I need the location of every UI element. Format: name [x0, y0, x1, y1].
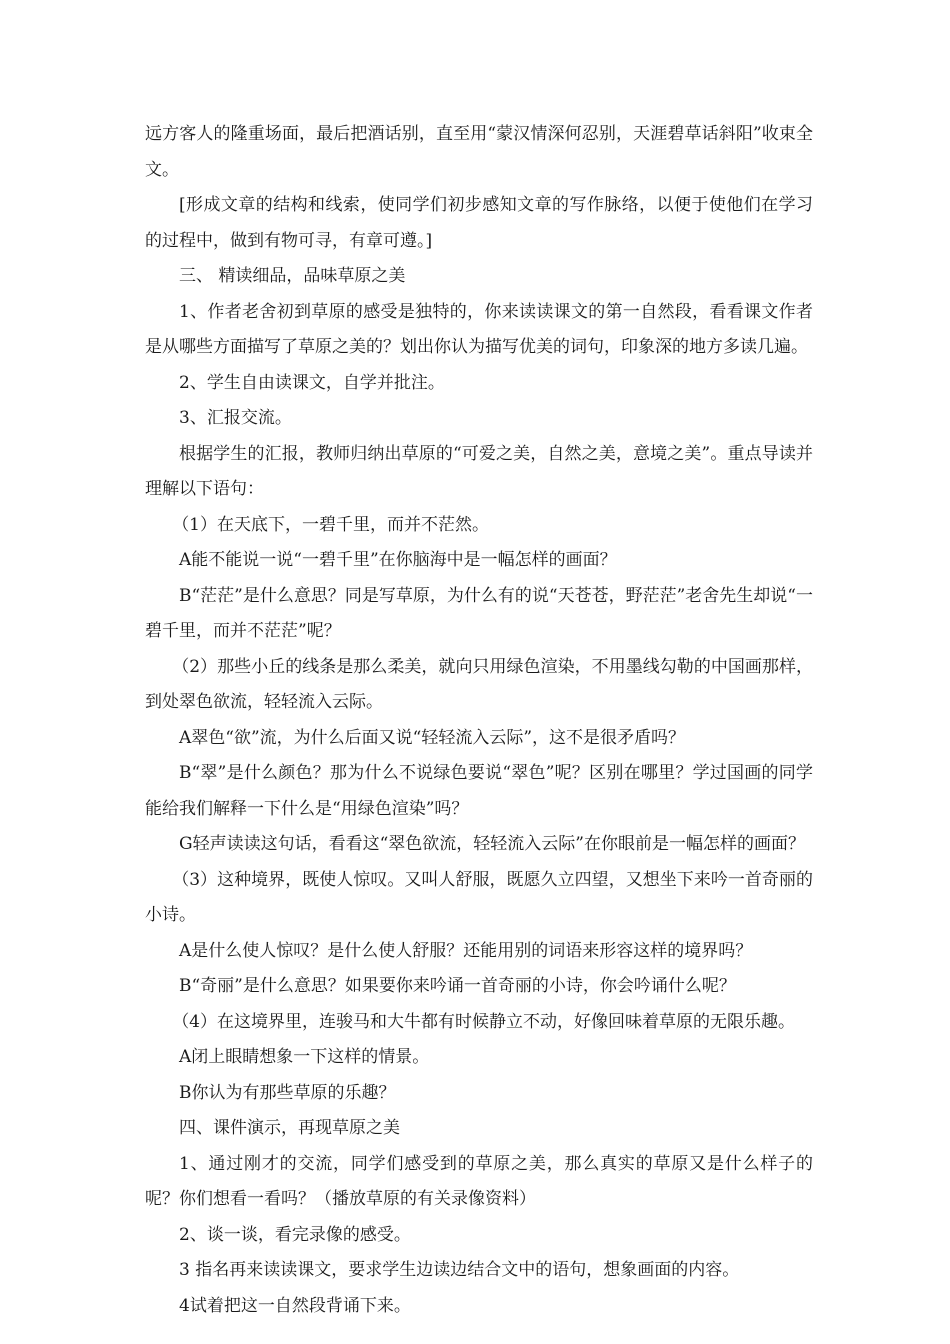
question: G轻声读读这句话，看看这“翠色欲流，轻轻流入云际”在你眼前是一幅怎样的画面？	[179, 834, 805, 854]
paragraph: 2、学生自由读课文，自学并批注。	[179, 372, 445, 393]
paragraph: 2、谈一谈，看完录像的感受。	[179, 1224, 411, 1245]
document-body	[145, 117, 813, 1324]
paragraph: 1、通过刚才的交流，同学们感受到的草原之美，那么真实的草原又是什么样子的呢？你们想看一看吗？（播放草原的有关录像资料）	[145, 1153, 813, 1209]
question: A是什么使人惊叹？是什么使人舒服？还能用别的词语来形容这样的境界吗？	[179, 940, 753, 961]
paragraph: 4试着把这一自然段背诵下来。	[179, 1295, 411, 1316]
question: A闭上眼睛想象一下这样的情景。	[179, 1047, 430, 1067]
question: A翠色“欲”流，为什么后面又说“轻轻流入云际”，这不是很矛盾吗？	[179, 727, 686, 748]
paragraph: 3、汇报交流。	[179, 408, 292, 428]
paragraph: 远方客人的隆重场面，最后把酒话别，直至用“蒙汉情深何忍别，天涯碧草话斜阳”收束全文。	[145, 124, 813, 180]
paragraph: 3 指名再来读读课文，要求学生边读边结合文中的语句，想象画面的内容。	[179, 1260, 740, 1280]
question: A能不能说一说“一碧千里”在你脑海中是一幅怎样的画面？	[179, 550, 617, 570]
question: B“翠”是什么颜色？那为什么不说绿色要说“翠色”呢？区别在哪里？学过国画的同学能给我们解释一下什么是“用绿色渲染”吗？	[145, 763, 813, 819]
quoted-sentence: （2）那些小丘的线条是那么柔美，就向只用绿色渲染，不用墨线勾勒的中国画那样，到处翠色欲流，轻轻流入云际。	[145, 656, 813, 712]
paragraph: [形成文章的结构和线索，使同学们初步感知文章的写作脉络，以便于使他们在学习的过程中，做到有物可寻，有章可遵。]	[145, 195, 813, 251]
quoted-sentence: （4）在这境界里，连骏马和大牛都有时候静立不动，好像回味着草原的无限乐趣。	[172, 1011, 796, 1032]
section-heading: 三、 精读细品，品味草原之美	[179, 266, 406, 286]
section-heading: 四、课件演示，再现草原之美	[179, 1118, 400, 1138]
quoted-sentence: （1）在天底下，一碧千里，而并不茫然。	[172, 514, 490, 535]
paragraph: 1、作者老舍初到草原的感受是独特的，你来读读课文的第一自然段，看看课文作者是从哪些方面描写了草原之美的？划出你认为描写优美的词句，印象深的地方多读几遍。	[145, 301, 813, 357]
question: B你认为有那些草原的乐趣？	[179, 1082, 396, 1103]
question: B“奇丽”是什么意思？如果要你来吟诵一首奇丽的小诗，你会吟诵什么呢？	[179, 976, 736, 996]
quoted-sentence: （3）这种境界，既使人惊叹。又叫人舒服，既愿久立四望，又想坐下来吟一首奇丽的小诗。	[145, 869, 813, 925]
paragraph: 根据学生的汇报，教师归纳出草原的“可爱之美，自然之美，意境之美”。重点导读并理解以下语句：	[145, 443, 813, 499]
question: B“茫茫”是什么意思？同是写草原，为什么有的说“天苍苍，野茫茫”老舍先生却说“一碧千里，而并不茫茫”呢？	[145, 585, 813, 641]
